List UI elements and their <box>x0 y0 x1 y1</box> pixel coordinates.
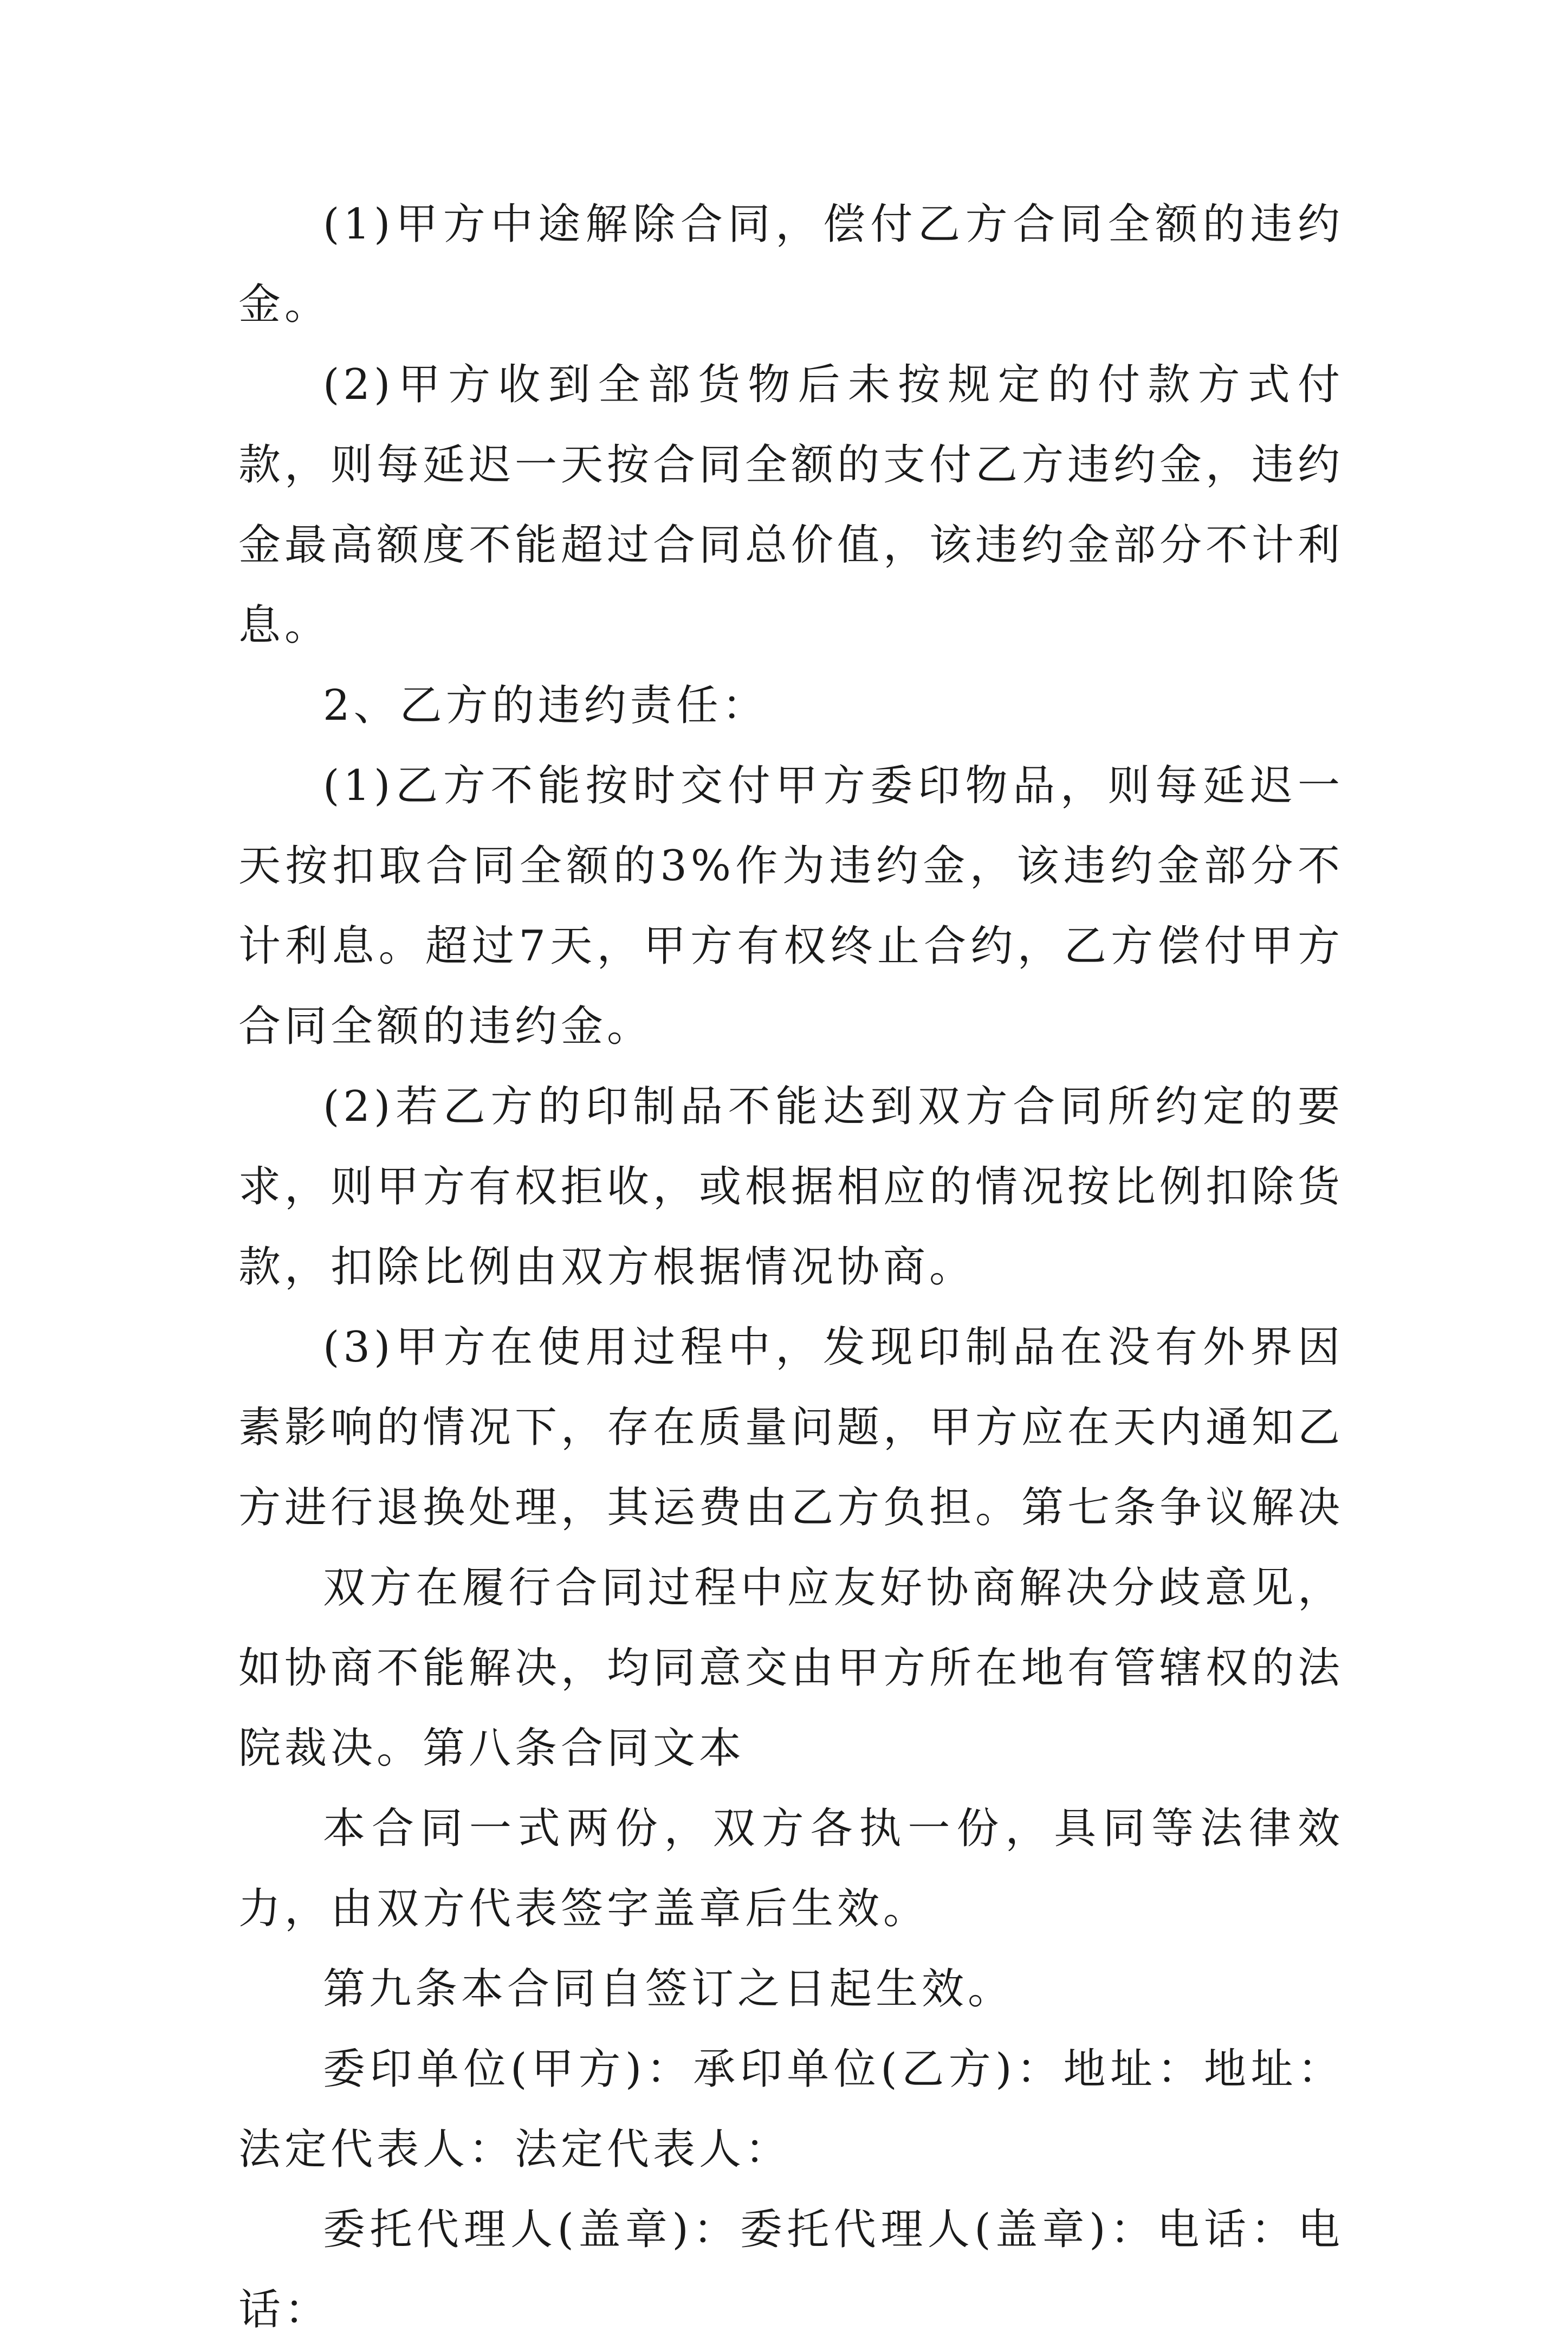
paragraph-party-b-late-delivery: (1)乙方不能按时交付甲方委印物品，则每延迟一天按扣取合同全额的3%作为违约金，该违约金部分不计利息。超过7天，甲方有权终止合约，乙方偿付甲方合同全额的违约金。 <box>238 761 1344 1051</box>
paragraph-effective-date: 第九条本合同自签订之日起生效。 <box>323 1965 1014 2013</box>
paragraph-party-a-late-payment: (2)甲方收到全部货物后未按规定的付款方式付款，则每延迟一天按合同全额的支付乙方违约金，违约金最高额度不能超过合同总价值，该违约金部分不计利息。 <box>238 360 1344 650</box>
paragraph-party-a-termination: (1)甲方中途解除合同，偿付乙方合同全额的违约金。 <box>238 200 1344 329</box>
paragraph-dispute-resolution: 双方在履行合同过程中应友好协商解决分歧意见，如协商不能解决，均同意交由甲方所在地有管辖权的法院裁决。第八条合同文本 <box>238 1564 1344 1773</box>
paragraph-quality-issue-exchange: (3)甲方在使用过程中，发现印制品在没有外界因素影响的情况下，存在质量问题，甲方应在天内通知乙方进行退换处理，其运费由乙方负担。第七条争议解决 <box>238 1323 1344 1532</box>
paragraph-contract-copies: 本合同一式两份，双方各执一份，具同等法律效力，由双方代表签字盖章后生效。 <box>238 1804 1344 1933</box>
paragraph-signatories: 委印单位(甲方)：承印单位(乙方)：地址：地址：法定代表人：法定代表人： <box>238 2045 1344 2174</box>
heading-party-b-liability: 2、乙方的违约责任： <box>323 681 768 730</box>
paragraph-party-b-quality-reject: (2)若乙方的印制品不能达到双方合同所约定的要求，则甲方有权拒收，或根据相应的情况按比例扣除货款，扣除比例由双方根据情况协商。 <box>238 1082 1344 1292</box>
document-body <box>238 184 1344 2350</box>
paragraph-agents-phone: 委托代理人(盖章)：委托代理人(盖章)：电话：电话： <box>238 2205 1344 2334</box>
